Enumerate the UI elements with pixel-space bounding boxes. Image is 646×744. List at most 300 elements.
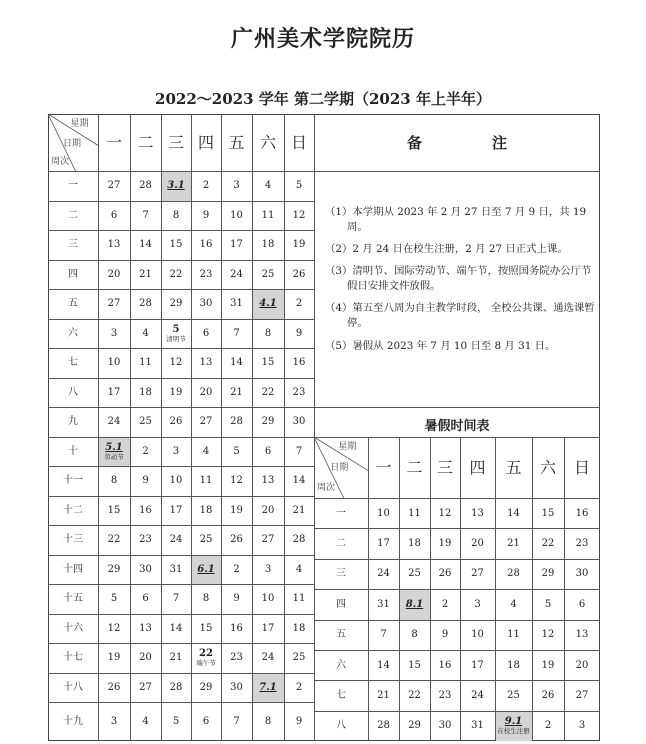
note-item: （4）第五至八周为自主教学时段， 全校公共课、通选课暂停。 bbox=[325, 302, 595, 330]
calendar-day bbox=[98, 525, 130, 555]
calendar-day bbox=[221, 643, 252, 673]
day-number: 21 bbox=[139, 268, 152, 280]
day-number: 21 bbox=[230, 386, 243, 398]
summer-week-number: 三 bbox=[336, 568, 346, 580]
day-number: 27 bbox=[575, 690, 589, 702]
summer-calendar-day bbox=[399, 528, 430, 558]
grid-line bbox=[368, 437, 369, 741]
day-number: 6 bbox=[110, 209, 118, 221]
calendar-day bbox=[98, 260, 130, 290]
calendar-day bbox=[161, 348, 191, 378]
day-number: 18 bbox=[199, 504, 213, 516]
day-number: 21 bbox=[377, 690, 390, 702]
day-number: 29 bbox=[169, 298, 183, 310]
weekday-header: 日 bbox=[290, 132, 307, 152]
page-subtitle: 2022～2023 学年 第二学期（2023 年上半年） bbox=[155, 90, 491, 108]
summer-calendar-day bbox=[399, 680, 430, 710]
grid-line bbox=[532, 437, 533, 741]
day-number: 21 bbox=[507, 538, 520, 550]
calendar-day bbox=[221, 673, 252, 703]
weekday-header: 一 bbox=[105, 132, 122, 152]
calendar-day bbox=[221, 378, 252, 408]
week-number: 十一 bbox=[63, 475, 83, 487]
day-number: 13 bbox=[107, 239, 121, 251]
grid-line bbox=[430, 437, 431, 741]
summer-week-number: 五 bbox=[336, 629, 346, 641]
calendar-day bbox=[252, 555, 284, 585]
calendar-day bbox=[161, 171, 191, 201]
day-number: 20 bbox=[199, 386, 213, 398]
day-number: 28 bbox=[230, 416, 243, 428]
calendar-day bbox=[221, 437, 252, 467]
day-number: 3 bbox=[264, 563, 272, 575]
calendar-day bbox=[130, 437, 161, 467]
day-number: 8 bbox=[264, 716, 272, 727]
day-number: 22 bbox=[199, 648, 213, 660]
day-number: 3.1 bbox=[167, 180, 185, 192]
calendar-day bbox=[98, 230, 130, 260]
day-number: 7 bbox=[295, 445, 303, 457]
day-number: 5 bbox=[544, 598, 552, 610]
day-number: 26 bbox=[541, 690, 555, 702]
week-number: 十三 bbox=[63, 534, 83, 546]
grid-line bbox=[48, 702, 314, 703]
cell-note: 在校生注册 bbox=[497, 727, 530, 736]
day-number: 22 bbox=[169, 268, 183, 280]
grid-line bbox=[314, 559, 600, 560]
day-number: 6 bbox=[142, 593, 149, 605]
summer-week-number: 一 bbox=[336, 507, 346, 519]
summer-week-number: 六 bbox=[336, 659, 346, 671]
day-number: 14 bbox=[169, 622, 183, 634]
day-number: 11 bbox=[261, 209, 275, 221]
calendar-day bbox=[221, 171, 252, 201]
day-number: 20 bbox=[575, 659, 589, 671]
week-number: 十六 bbox=[63, 622, 83, 634]
day-number: 21 bbox=[169, 652, 183, 664]
grid-line bbox=[48, 378, 314, 379]
day-number: 24 bbox=[471, 690, 484, 702]
day-number: 5 bbox=[172, 716, 180, 727]
day-number: 28 bbox=[169, 681, 183, 693]
calendar-day bbox=[161, 673, 191, 703]
day-number: 27 bbox=[107, 298, 121, 310]
day-number: 9 bbox=[233, 593, 240, 605]
summer-calendar-day bbox=[399, 711, 430, 741]
day-number: 9 bbox=[295, 716, 303, 727]
day-number: 14 bbox=[139, 239, 152, 251]
calendar-day bbox=[252, 171, 284, 201]
grid-line bbox=[48, 614, 314, 615]
day-number: 12 bbox=[107, 622, 121, 634]
day-number: 30 bbox=[575, 568, 589, 580]
summer-weekday-header: 四 bbox=[469, 457, 486, 477]
day-number: 7 bbox=[380, 629, 387, 641]
calendar-day bbox=[191, 319, 221, 349]
note-item: （1）本学期从 2023 年 2 月 27 日至 7 月 9 日，共 19 周。 bbox=[325, 206, 587, 234]
calendar-day bbox=[191, 171, 221, 201]
summer-calendar-day bbox=[532, 620, 564, 650]
calendar-day bbox=[98, 614, 130, 644]
week-number: 六 bbox=[68, 327, 78, 339]
day-number: 25 bbox=[292, 652, 306, 664]
summer-calendar-day bbox=[460, 650, 495, 680]
day-number: 6.1 bbox=[197, 563, 215, 575]
day-number: 8 bbox=[110, 475, 118, 487]
calendar-day bbox=[284, 230, 314, 260]
day-number: 18 bbox=[408, 538, 421, 550]
calendar-day bbox=[191, 584, 221, 614]
calendar-day bbox=[161, 201, 191, 231]
calendar-day bbox=[130, 171, 161, 201]
day-number: 22 bbox=[261, 386, 275, 398]
day-number: 7 bbox=[172, 593, 180, 605]
calendar-day bbox=[252, 496, 284, 526]
day-number: 19 bbox=[541, 659, 555, 671]
day-number: 11 bbox=[199, 475, 213, 487]
calendar-day bbox=[130, 584, 161, 614]
weekday-header: 二 bbox=[137, 132, 154, 152]
day-number: 20 bbox=[107, 268, 121, 280]
summer-calendar-day bbox=[430, 620, 460, 650]
calendar-day bbox=[221, 348, 252, 378]
day-number: 30 bbox=[230, 681, 243, 693]
summer-calendar-day bbox=[460, 559, 495, 589]
calendar-day bbox=[221, 260, 252, 290]
summer-calendar-day bbox=[564, 711, 600, 741]
summer-calendar-day bbox=[532, 498, 564, 528]
summer-week-number: 二 bbox=[336, 538, 346, 550]
day-number: 29 bbox=[107, 563, 121, 575]
day-number: 26 bbox=[107, 681, 121, 693]
calendar-day bbox=[98, 289, 130, 319]
calendar-day bbox=[221, 614, 252, 644]
summer-calendar-day bbox=[368, 680, 399, 710]
calendar-day bbox=[191, 230, 221, 260]
grid-line bbox=[48, 466, 314, 467]
day-number: 17 bbox=[377, 538, 390, 550]
calendar-day bbox=[161, 437, 191, 467]
day-number: 23 bbox=[199, 268, 213, 280]
grid-line bbox=[48, 673, 314, 674]
calendar-day bbox=[191, 437, 221, 467]
note-item: （2）2 月 24 日在校生注册，2 月 27 日正式上课。 bbox=[325, 243, 568, 256]
calendar-day bbox=[252, 643, 284, 673]
grid-line bbox=[48, 319, 314, 320]
day-number: 25 bbox=[199, 534, 213, 546]
summer-calendar-day bbox=[368, 559, 399, 589]
calendar-day bbox=[252, 378, 284, 408]
day-number: 11 bbox=[139, 357, 152, 369]
day-number: 17 bbox=[261, 622, 275, 634]
calendar-day bbox=[284, 643, 314, 673]
day-number: 7.1 bbox=[259, 681, 277, 693]
day-number: 9 bbox=[142, 475, 149, 487]
day-number: 6 bbox=[202, 716, 210, 727]
day-number: 23 bbox=[292, 386, 306, 398]
day-number: 29 bbox=[541, 568, 555, 580]
week-number: 十四 bbox=[63, 563, 83, 575]
day-number: 15 bbox=[408, 659, 421, 671]
calendar-day bbox=[284, 584, 314, 614]
holiday-label: 清明节 bbox=[166, 334, 186, 343]
calendar-day bbox=[221, 407, 252, 437]
day-number: 30 bbox=[438, 720, 452, 732]
corner-label-date: 日期 bbox=[63, 138, 82, 149]
day-number: 8 bbox=[202, 593, 210, 605]
grid-line bbox=[564, 437, 565, 741]
calendar-day bbox=[161, 496, 191, 526]
summer-calendar-day bbox=[399, 620, 430, 650]
calendar-day bbox=[252, 289, 284, 319]
calendar-day bbox=[161, 614, 191, 644]
calendar-day bbox=[284, 378, 314, 408]
day-number: 29 bbox=[408, 720, 421, 732]
summer-calendar-day bbox=[368, 589, 399, 619]
day-number: 2 bbox=[544, 720, 552, 732]
notes-header-char-2: 注 bbox=[492, 134, 508, 152]
day-number: 2 bbox=[441, 598, 449, 610]
corner-label-day: 星期 bbox=[338, 442, 357, 452]
calendar-day bbox=[191, 643, 221, 673]
grid-line bbox=[48, 289, 314, 290]
calendar-day bbox=[191, 496, 221, 526]
day-number: 23 bbox=[139, 534, 152, 546]
grid-line bbox=[460, 437, 461, 741]
day-number: 19 bbox=[438, 538, 452, 550]
summer-schedule-title: 暑假时间表 bbox=[424, 419, 490, 434]
day-number: 26 bbox=[292, 268, 306, 280]
calendar-day bbox=[191, 407, 221, 437]
calendar-day bbox=[161, 230, 191, 260]
summer-week-number: 七 bbox=[336, 690, 346, 702]
day-number: 13 bbox=[261, 475, 275, 487]
calendar-day bbox=[98, 673, 130, 703]
calendar-day bbox=[130, 614, 161, 644]
week-number: 十 bbox=[68, 445, 78, 457]
summer-weekday-header: 五 bbox=[505, 457, 522, 477]
day-number: 13 bbox=[199, 357, 213, 369]
grid-line bbox=[48, 496, 314, 497]
day-number: 30 bbox=[199, 298, 213, 310]
calendar-day bbox=[130, 407, 161, 437]
day-number: 28 bbox=[139, 298, 152, 310]
summer-calendar-day bbox=[532, 559, 564, 589]
grid-line bbox=[314, 528, 600, 529]
grid-line bbox=[161, 114, 162, 741]
day-number: 5 bbox=[233, 445, 240, 457]
summer-calendar-day bbox=[495, 498, 532, 528]
calendar-day bbox=[284, 171, 314, 201]
calendar-day bbox=[130, 260, 161, 290]
summer-week-number: 四 bbox=[336, 598, 346, 610]
calendar-day bbox=[130, 466, 161, 496]
day-number: 22 bbox=[541, 538, 555, 550]
day-number: 6 bbox=[202, 327, 210, 339]
summer-calendar-day bbox=[430, 498, 460, 528]
day-number: 10 bbox=[230, 209, 243, 221]
summer-calendar-day bbox=[532, 589, 564, 619]
day-number: 16 bbox=[575, 507, 589, 519]
calendar-day bbox=[130, 378, 161, 408]
summer-calendar-day bbox=[532, 528, 564, 558]
summer-calendar-day bbox=[564, 589, 600, 619]
grid-line bbox=[314, 711, 600, 712]
calendar-day bbox=[252, 466, 284, 496]
summer-calendar-day bbox=[460, 589, 495, 619]
day-number: 12 bbox=[438, 507, 452, 519]
week-number: 五 bbox=[68, 298, 78, 310]
week-number: 十二 bbox=[63, 504, 83, 516]
calendar-day bbox=[98, 437, 130, 467]
day-number: 3 bbox=[110, 716, 118, 727]
day-number: 9 bbox=[202, 209, 210, 221]
calendar-day bbox=[221, 555, 252, 585]
day-number: 17 bbox=[169, 504, 183, 516]
day-number: 9 bbox=[295, 327, 303, 339]
summer-calendar-day bbox=[460, 680, 495, 710]
day-number: 7 bbox=[142, 209, 149, 221]
summer-weekday-header: 一 bbox=[375, 457, 392, 477]
day-number: 7 bbox=[233, 327, 240, 339]
summer-calendar-day bbox=[495, 559, 532, 589]
calendar-day bbox=[161, 260, 191, 290]
day-number: 18 bbox=[507, 659, 520, 671]
grid-line bbox=[314, 620, 600, 621]
day-number: 18 bbox=[261, 239, 275, 251]
week-number: 十八 bbox=[63, 681, 83, 693]
day-number: 20 bbox=[471, 538, 484, 550]
calendar-day bbox=[221, 466, 252, 496]
day-number: 27 bbox=[471, 568, 484, 580]
calendar-day bbox=[98, 348, 130, 378]
notes-list bbox=[325, 205, 600, 361]
day-number: 4 bbox=[142, 716, 149, 727]
day-number: 24 bbox=[377, 568, 390, 580]
day-number: 3 bbox=[110, 327, 118, 339]
day-number: 16 bbox=[292, 357, 306, 369]
day-number: 3 bbox=[233, 180, 240, 192]
calendar-day bbox=[98, 496, 130, 526]
day-number: 7 bbox=[233, 716, 240, 727]
corner-label-week: 周次 bbox=[317, 482, 336, 493]
day-number: 30 bbox=[292, 416, 306, 428]
calendar-day bbox=[284, 319, 314, 349]
calendar-day bbox=[221, 702, 252, 741]
calendar-day bbox=[130, 673, 161, 703]
summer-calendar-day bbox=[564, 650, 600, 680]
calendar-day bbox=[161, 555, 191, 585]
day-number: 11 bbox=[507, 629, 520, 641]
calendar-day bbox=[252, 525, 284, 555]
calendar-day bbox=[98, 407, 130, 437]
calendar-day bbox=[130, 525, 161, 555]
calendar-day bbox=[221, 201, 252, 231]
summer-calendar-day bbox=[430, 528, 460, 558]
summer-calendar-day bbox=[564, 498, 600, 528]
calendar-day bbox=[221, 584, 252, 614]
day-number: 8 bbox=[264, 327, 272, 339]
grid-line bbox=[48, 525, 314, 526]
calendar-day bbox=[191, 466, 221, 496]
grid-line bbox=[48, 584, 314, 585]
calendar-day bbox=[98, 702, 130, 741]
day-number: 10 bbox=[107, 357, 121, 369]
summer-calendar-day bbox=[564, 528, 600, 558]
calendar-day bbox=[130, 555, 161, 585]
day-number: 2 bbox=[142, 445, 149, 457]
grid-line bbox=[48, 407, 314, 408]
day-number: 13 bbox=[471, 507, 484, 519]
calendar-day bbox=[98, 378, 130, 408]
day-number: 12 bbox=[230, 475, 243, 487]
day-number: 4 bbox=[510, 598, 517, 610]
day-number: 27 bbox=[107, 180, 121, 192]
week-number: 九 bbox=[68, 416, 78, 428]
summer-calendar-day bbox=[532, 711, 564, 741]
calendar-day bbox=[284, 555, 314, 585]
calendar-day bbox=[161, 466, 191, 496]
week-number: 十九 bbox=[63, 716, 83, 727]
summer-calendar-day bbox=[399, 498, 430, 528]
day-number: 26 bbox=[169, 416, 183, 428]
day-number: 25 bbox=[507, 690, 520, 702]
calendar-day bbox=[221, 496, 252, 526]
day-number: 10 bbox=[471, 629, 484, 641]
day-number: 15 bbox=[107, 504, 121, 516]
day-number: 11 bbox=[292, 593, 306, 605]
day-number: 12 bbox=[169, 357, 183, 369]
day-number: 8 bbox=[172, 209, 180, 221]
calendar-day bbox=[161, 289, 191, 319]
day-number: 31 bbox=[169, 563, 183, 575]
summer-weekday-header: 三 bbox=[436, 457, 453, 477]
day-number: 19 bbox=[169, 386, 183, 398]
day-number: 6 bbox=[578, 598, 586, 610]
calendar-day bbox=[130, 230, 161, 260]
calendar-day bbox=[284, 702, 314, 741]
calendar-day bbox=[130, 643, 161, 673]
calendar-day bbox=[98, 201, 130, 231]
calendar-day bbox=[221, 525, 252, 555]
week-number: 十七 bbox=[63, 652, 83, 664]
grid-line bbox=[48, 437, 314, 438]
grid-line bbox=[495, 437, 496, 741]
week-number: 七 bbox=[68, 357, 78, 369]
day-number: 29 bbox=[199, 681, 213, 693]
day-number: 14 bbox=[377, 659, 390, 671]
day-number: 22 bbox=[107, 534, 121, 546]
note-item: （5）暑假从 2023 年 7 月 10 日至 8 月 31 日。 bbox=[325, 339, 556, 352]
day-number: 13 bbox=[575, 629, 589, 641]
grid-line bbox=[314, 650, 600, 651]
day-number: 16 bbox=[230, 622, 243, 634]
corner-label-day: 星期 bbox=[70, 119, 89, 129]
calendar-day bbox=[284, 348, 314, 378]
calendar-day bbox=[252, 702, 284, 741]
calendar-day bbox=[221, 289, 252, 319]
summer-calendar-day bbox=[460, 620, 495, 650]
day-number: 2 bbox=[295, 298, 303, 310]
day-number: 27 bbox=[199, 416, 213, 428]
day-number: 16 bbox=[438, 659, 452, 671]
grid-line bbox=[48, 230, 314, 231]
day-number: 25 bbox=[261, 268, 275, 280]
day-number: 30 bbox=[139, 563, 152, 575]
weekday-header: 五 bbox=[228, 132, 245, 152]
day-number: 13 bbox=[139, 622, 152, 634]
calendar-day bbox=[191, 614, 221, 644]
